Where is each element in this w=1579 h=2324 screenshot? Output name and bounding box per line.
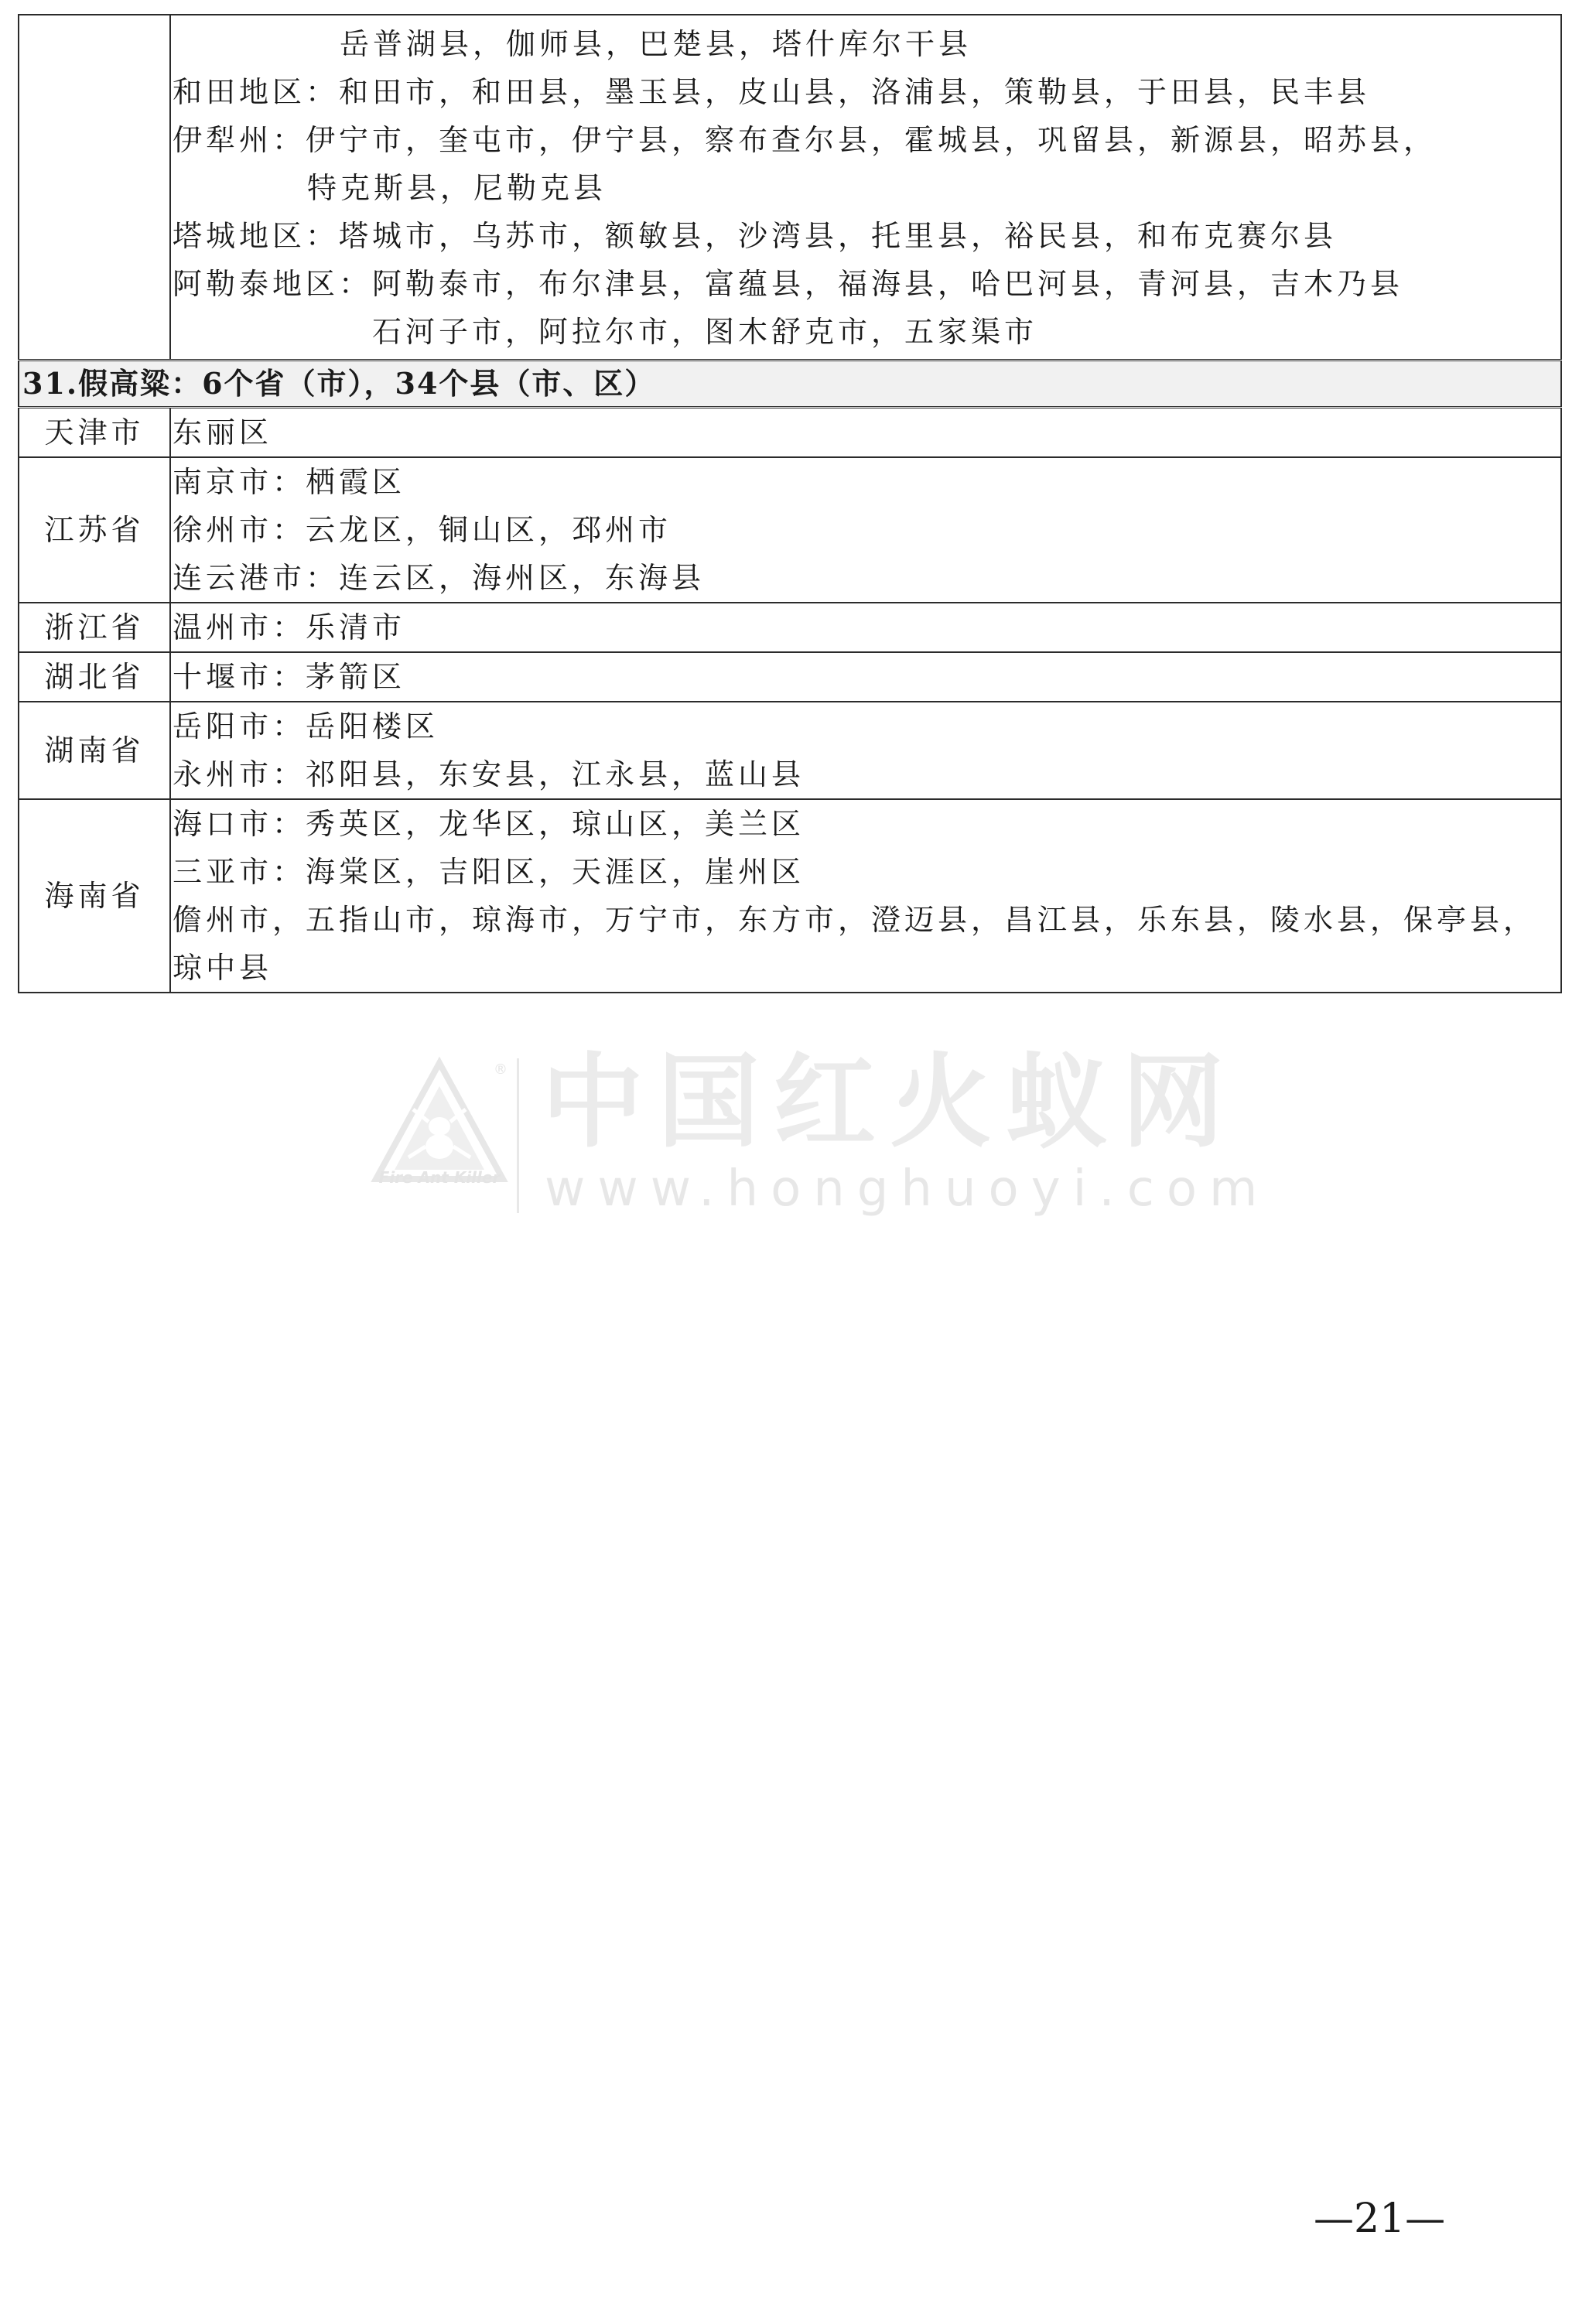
region-line: 三亚市：海棠区，吉阳区，天涯区，崖州区 <box>173 855 805 889</box>
region-line: 琼中县 <box>173 951 273 985</box>
region-line: 连云港市：连云区，海州区，东海县 <box>173 561 706 595</box>
region-line: 塔城地区：塔城市，乌苏市，额敏县，沙湾县，托里县，裕民县，和布克赛尔县 <box>173 219 1338 253</box>
region-line: 东丽区 <box>173 415 273 449</box>
province-name: 江苏省 <box>19 457 170 603</box>
table-row <box>19 603 1561 652</box>
table-row <box>19 652 1561 702</box>
table-row <box>19 702 1561 799</box>
continuation-row <box>19 15 1561 361</box>
region-line: 南京市：栖霞区 <box>173 465 406 499</box>
fire-ant-logo-icon <box>370 1055 509 1210</box>
region-list-cell <box>170 799 1561 993</box>
watermark-divider <box>517 1058 519 1213</box>
region-list-cell <box>170 457 1561 603</box>
region-line: 徐州市：云龙区，铜山区，邳州市 <box>173 513 672 547</box>
watermark <box>370 1037 1270 1222</box>
registered-mark: ® <box>494 1061 508 1078</box>
region-line: 十堰市：茅箭区 <box>173 660 406 694</box>
page-number: —21— <box>1314 2196 1446 2242</box>
logo-caption: Fire Ant Killer <box>378 1168 501 1187</box>
region-line: 永州市：祁阳县，东安县，江永县，蓝山县 <box>173 757 805 791</box>
region-line: 儋州市，五指山市，琼海市，万宁市，东方市，澄迈县，昌江县，乐东县，陵水县，保亭县， <box>173 903 1537 937</box>
region-list-cell <box>170 652 1561 702</box>
table-row <box>19 408 1561 458</box>
region-line: 石河子市，阿拉尔市，图木舒克市，五家渠市 <box>372 315 1038 349</box>
watermark-site-name: 中国红火蚁网 <box>542 1043 1238 1162</box>
section-heading-row <box>19 361 1561 408</box>
region-line: 和田地区：和田市，和田县，墨玉县，皮山县，洛浦县，策勒县，于田县，民丰县 <box>173 75 1371 109</box>
region-line: 岳阳市：岳阳楼区 <box>173 709 439 743</box>
province-name: 湖南省 <box>19 702 170 799</box>
quarantine-table <box>18 14 1562 993</box>
region-list-cell <box>170 408 1561 458</box>
section-title: 31.假高粱：6个省（市），34个县（市、区） <box>19 361 1561 408</box>
region-line: 阿勒泰地区：阿勒泰市，布尔津县，富蕴县，福海县，哈巴河县，青河县，吉木乃县 <box>173 267 1404 301</box>
province-name: 浙江省 <box>19 603 170 652</box>
table-row <box>19 799 1561 993</box>
province-name: 湖北省 <box>19 652 170 702</box>
region-line: 温州市：乐清市 <box>173 610 406 644</box>
watermark-url: www.honghuoyi.com <box>545 1160 1270 1218</box>
region-list-cell <box>170 702 1561 799</box>
region-line: 岳普湖县，伽师县，巴楚县，塔什库尔干县 <box>340 27 972 61</box>
province-name: 天津市 <box>19 408 170 458</box>
region-line: 海口市：秀英区，龙华区，琼山区，美兰区 <box>173 807 805 841</box>
province-cell-empty <box>19 15 170 361</box>
region-line: 特克斯县，尼勒克县 <box>307 171 607 205</box>
province-name: 海南省 <box>19 799 170 993</box>
table-row <box>19 457 1561 603</box>
region-line: 伊犁州：伊宁市，奎屯市，伊宁县，察布查尔县，霍城县，巩留县，新源县，昭苏县， <box>173 123 1437 157</box>
region-list-cell <box>170 603 1561 652</box>
region-list-cell <box>170 15 1561 361</box>
